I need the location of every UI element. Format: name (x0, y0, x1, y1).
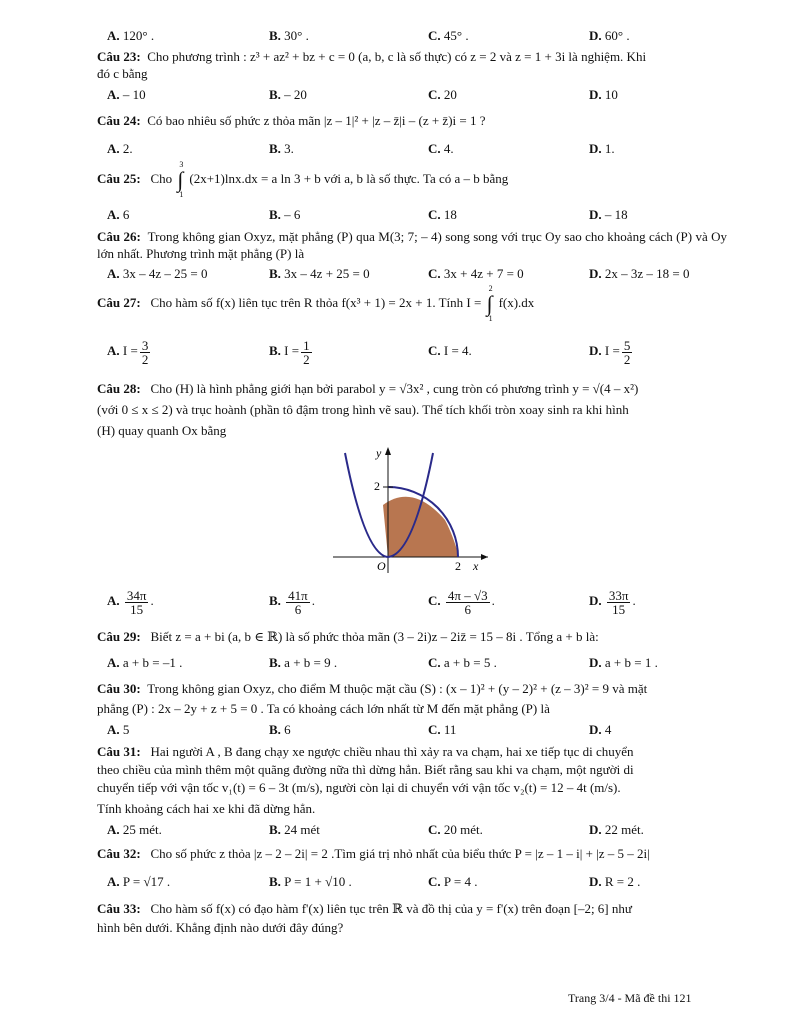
q32-options (107, 873, 727, 891)
q24-line (97, 112, 727, 129)
parabola-circle-figure (333, 445, 493, 575)
q33-line1 (97, 900, 727, 917)
fraction: $\frac{5}{2}$ (623, 337, 631, 367)
q27-line (97, 284, 727, 324)
q26-option-c: C. 3x + 4z + 7 = 0 (428, 266, 524, 281)
q28-option-a: A. $\frac{34\pi}{15}$ . (107, 587, 154, 617)
q27-option-a: A. I = $\frac{3}{2}$ (107, 337, 149, 367)
q28-line2: (với 0 ≤ x ≤ 2) và trục hoành (phần tô đậm trong hình vẽ sau). Thể tích khối tròn xoay sinh ra khi hình (97, 402, 629, 417)
q30-number: Câu 30: (97, 681, 141, 696)
q30-text: Trong không gian Oxyz, cho điểm M thuộc mặt cầu (S) : (x – 1)² + (y – 2)² + (z – 3)² = 9 và mặt (147, 681, 648, 696)
x-tick-label: 2 (455, 559, 461, 573)
q25-pre: Cho (150, 171, 173, 186)
q23-options (107, 86, 727, 104)
q23-option-c: C. 20 (428, 87, 457, 102)
q30-line1 (97, 680, 727, 697)
q32-option-c: C. P = 4 . (428, 874, 478, 889)
q22-options (107, 27, 727, 45)
q33-number: Câu 33: (97, 901, 141, 916)
q31-line3: chuyển tiếp với vận tốc v₁(t) = 6 – 3t (m/s), người còn lại di chuyển với vận tốc v₂(t) = 12 – 4t (m/s). (97, 780, 621, 795)
q32-number: Câu 32: (97, 846, 141, 861)
q29-option-b: B. a + b = 9 . (269, 655, 338, 670)
fraction: $\frac{3}{2}$ (141, 337, 149, 367)
q26-option-a: A. 3x – 4z – 25 = 0 (107, 266, 208, 281)
x-axis-label: x (473, 559, 479, 573)
q23-option-a: A. – 10 (107, 87, 146, 102)
q31-text: Hai người A , B đang chạy xe ngược chiều nhau thì xảy ra va chạm, hai xe tiếp tục di chuyển (150, 744, 634, 759)
integral-sign: 2 ∫ 1 (486, 284, 493, 324)
q30-line2: phẳng (P) : 2x – 2y + z + 5 = 0 . Ta có khoảng cách lớn nhất từ M đến mặt phẳng (P) là (97, 701, 550, 716)
q32-line (97, 845, 727, 862)
q23-option-d: D. 10 (589, 87, 618, 102)
q32-option-b: B. P = 1 + √10 . (269, 874, 352, 889)
q23-text: Cho phương trình : z³ + az² + bz + c = 0 (a, b, c là số thực) có z = 2 và z = 1 + 3i là nghiệm. Khi (147, 49, 647, 64)
q25-number: Câu 25: (97, 171, 141, 186)
q24-option-b: B. 3. (269, 141, 294, 156)
q29-option-d: D. a + b = 1 . (589, 655, 658, 670)
q30-option-d: D. 4 (589, 722, 612, 737)
y-axis-arrow (385, 447, 391, 455)
q32-option-a: A. P = √17 . (107, 874, 171, 889)
q28-option-c: C. $\frac{4\pi - √3}{6}$ . (428, 587, 495, 617)
fraction: $\frac{1}{2}$ (303, 337, 310, 367)
q30-option-b: B. 6 (269, 722, 291, 737)
q31-option-b: B. 24 mét (269, 822, 320, 837)
y-axis-label: y (376, 446, 382, 460)
q24-option-c: C. 4. (428, 141, 454, 156)
q27-option-b: B. I = $\frac{1}{2}$ (269, 337, 310, 367)
q23-line2: đó c bằng (97, 66, 148, 81)
q31-option-d: D. 22 mét. (589, 822, 644, 837)
q22-option-a: A. 120° . (107, 28, 155, 43)
q25-text: (2x+1)lnx.dx = a ln 3 + b với a, b là số thực. Ta có a – b bằng (189, 171, 509, 186)
q31-option-c: C. 20 mét. (428, 822, 483, 837)
page-footer: Trang 3/4 - Mã đề thi 121 (568, 991, 692, 1005)
q25-line (97, 160, 727, 200)
q25-option-b: B. – 6 (269, 207, 301, 222)
q31-number: Câu 31: (97, 744, 141, 759)
x-axis-arrow (481, 554, 488, 560)
q30-option-c: C. 11 (428, 722, 457, 737)
q28-option-b: B. $\frac{41\pi}{6}$ . (269, 587, 315, 617)
q25-option-d: D. – 18 (589, 207, 628, 222)
q31-options (107, 821, 727, 839)
q23-option-b: B. – 20 (269, 87, 307, 102)
q33-text: Cho hàm số f(x) có đạo hàm f'(x) liên tục trên ℝ và đồ thị của y = f'(x) trên đoạn [–2; 6] như (150, 901, 632, 916)
q22-option-c: C. 45° . (428, 28, 469, 43)
q24-option-d: D. 1. (589, 141, 615, 156)
q24-number: Câu 24: (97, 113, 141, 128)
q25-options (107, 206, 727, 224)
q28-option-d: D. $\frac{33\pi}{15}$ . (589, 587, 636, 617)
q26-number: Câu 26: (97, 229, 141, 244)
y-tick-label: 2 (374, 479, 380, 493)
q26-option-b: B. 3x – 4z + 25 = 0 (269, 266, 370, 281)
q26-options (107, 265, 727, 283)
q27-options (107, 333, 727, 369)
q22-option-b: B. 30° . (269, 28, 309, 43)
q30-options (107, 721, 727, 739)
integral-sign: 3 ∫ 1 (177, 160, 184, 200)
q26-text: Trong không gian Oxyz, mặt phẳng (P) qua M(3; 7; – 4) song song với trục Oy sao cho khoảng cách (P) và Oy lớn nhất. Phương trình mặt phẳng (P) là (97, 229, 727, 261)
q28-options (107, 583, 727, 619)
q28-number: Câu 28: (97, 381, 141, 396)
q31-option-a: A. 25 mét. (107, 822, 162, 837)
q26-option-d: D. 2x – 3z – 18 = 0 (589, 266, 690, 281)
q27-number: Câu 27: (97, 295, 141, 310)
q24-option-a: A. 2. (107, 141, 133, 156)
q31-line2: theo chiều của mình thêm một quãng đường nữa thì dừng hẳn. Biết rằng sau khi va chạm, một người di (97, 762, 634, 777)
q29-option-a: A. a + b = –1 . (107, 655, 183, 670)
q29-line (97, 628, 727, 645)
q27-option-d: D. I = $\frac{5}{2}$ (589, 337, 631, 367)
origin-label: O (377, 559, 386, 573)
q22-option-d: D. 60° . (589, 28, 630, 43)
q31-line1 (97, 743, 727, 760)
q26-text-block (97, 228, 727, 262)
q27-integrand: f(x).dx (498, 295, 535, 310)
q29-number: Câu 29: (97, 629, 141, 644)
q28-line1 (97, 380, 727, 397)
q24-options (107, 140, 727, 158)
q27-text: Cho hàm số f(x) liên tục trên R thỏa f(x³ + 1) = 2x + 1. Tính I = (150, 295, 482, 310)
q23-number: Câu 23: (97, 49, 141, 64)
q32-option-d: D. R = 2 . (589, 874, 641, 889)
q23-line1 (97, 48, 727, 65)
q32-text: Cho số phức z thỏa |z – 2 – 2i| = 2 .Tìm giá trị nhỏ nhất của biểu thức P = |z – 1 – i| + |z – 5 – 2i| (150, 846, 650, 861)
q30-option-a: A. 5 (107, 722, 130, 737)
q29-options (107, 654, 727, 672)
q29-option-c: C. a + b = 5 . (428, 655, 497, 670)
q25-option-c: C. 18 (428, 207, 457, 222)
q24-text: Có bao nhiêu số phức z thỏa mãn |z – 1|² + |z – z̄|i – (z + z̄)i = 1 ? (147, 113, 486, 128)
q28-line3: (H) quay quanh Ox bằng (97, 423, 227, 438)
q25-option-a: A. 6 (107, 207, 130, 222)
q29-text: Biết z = a + bi (a, b ∈ ℝ) là số phức thỏa mãn (3 – 2i)z – 2iz̄ = 15 – 8i . Tổng a + b là: (150, 629, 599, 644)
q33-line2: hình bên dưới. Khẳng định nào dưới đây đúng? (97, 920, 344, 935)
q28-text: Cho (H) là hình phẳng giới hạn bởi parabol y = √3x² , cung tròn có phương trình y = √(4 – x²) (150, 381, 639, 396)
q31-line4: Tính khoảng cách hai xe khi đã dừng hẳn. (97, 801, 316, 816)
q27-option-c: C. I = 4. (428, 343, 472, 358)
